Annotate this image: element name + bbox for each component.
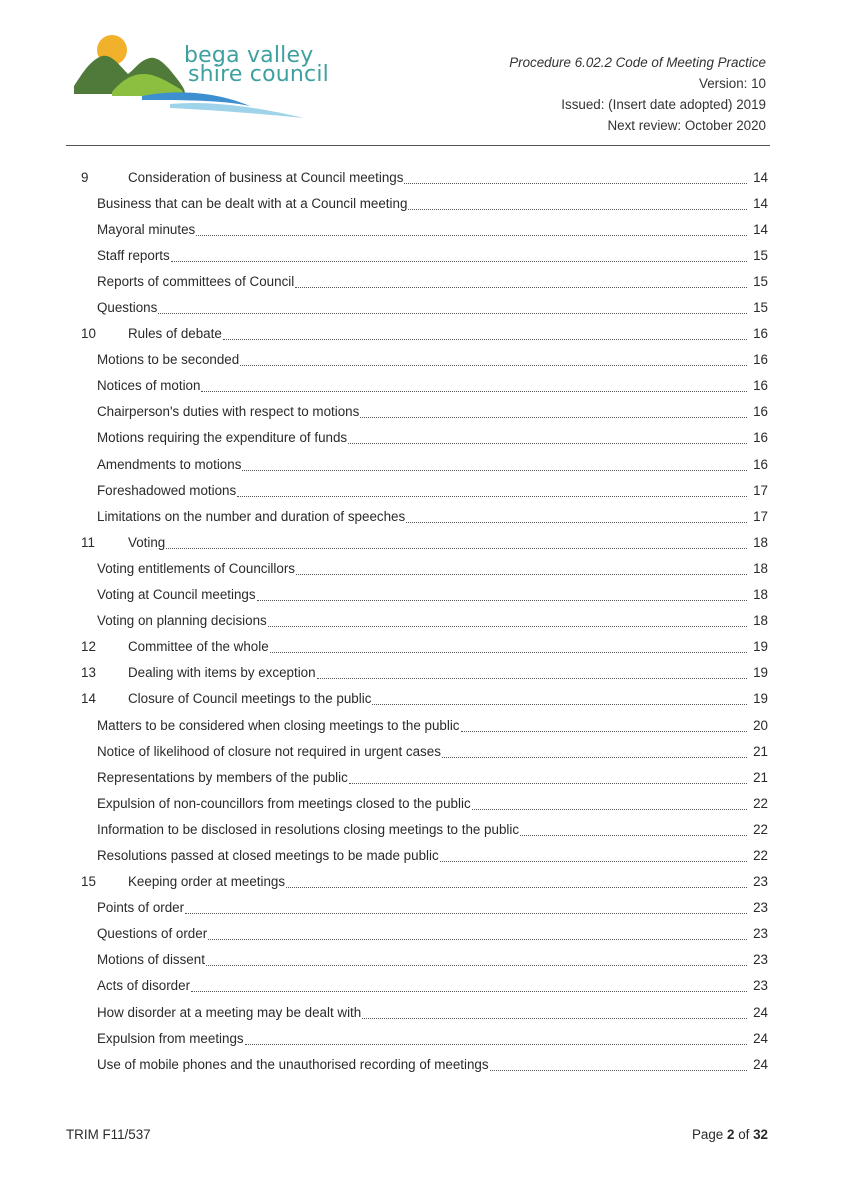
toc-entry-page: 18 [753,534,768,550]
toc-entry-title: Motions to be seconded [97,352,240,368]
toc-subsection-entry [76,503,768,529]
toc-entry-page: 16 [753,326,768,342]
logo-line-2: shire council [188,62,329,87]
toc-subsection-entry [76,555,768,581]
toc-entry-title: Rules of debate [128,326,222,342]
toc-entry-page: 23 [753,900,768,916]
toc-subsection-entry [76,451,768,477]
toc-dot-leader [360,407,747,418]
toc-subsection-entry [76,399,768,425]
toc-subsection-entry [76,842,768,868]
toc-entry-title: How disorder at a meeting may be dealt with [97,1004,362,1020]
toc-dot-leader [472,799,747,810]
toc-dot-leader [257,590,747,601]
toc-subsection-entry [76,895,768,921]
toc-dot-leader [201,381,747,392]
toc-subsection-entry [76,190,768,216]
next-review-text: Next review: October 2020 [607,118,766,133]
toc-entry-title: Motions of dissent [97,952,205,968]
toc-entry-page: 16 [753,378,768,394]
toc-entry-number: 9 [81,169,89,185]
toc-entry-number: 13 [81,665,96,681]
toc-entry-title: Chairperson's duties with respect to motions [97,404,360,420]
toc-entry-title: Voting on planning decisions [97,613,267,629]
toc-subsection-entry [76,294,768,320]
toc-subsection-entry [76,816,768,842]
toc-entry-title: Voting [128,534,166,550]
toc-dot-leader [242,460,747,471]
toc-entry-page: 15 [753,273,768,289]
toc-dot-leader [270,642,747,653]
toc-entry-title: Acts of disorder [97,978,191,994]
toc-subsection-entry [76,947,768,973]
toc-dot-leader [362,1008,747,1019]
toc-entry-title: Reports of committees of Council [97,273,295,289]
toc-entry-number: 11 [81,534,95,550]
toc-entry-page: 19 [753,665,768,681]
toc-entry-title: Committee of the whole [128,639,269,655]
issued-text: Issued: (Insert date adopted) 2019 [561,97,766,112]
toc-entry-title: Closure of Council meetings to the public [128,691,372,707]
toc-entry-title: Consideration of business at Council meetings [128,169,404,185]
toc-entry-page: 24 [753,1030,768,1046]
toc-entry-page: 14 [753,195,768,211]
toc-entry-title: Foreshadowed motions [97,482,237,498]
toc-entry-title: Information to be disclosed in resolutions closing meetings to the public [97,821,520,837]
toc-dot-leader [208,929,747,940]
toc-subsection-entry [76,477,768,503]
toc-dot-leader [196,225,747,236]
toc-entry-title: Voting at Council meetings [97,587,256,603]
toc-dot-leader [317,668,747,679]
toc-section-entry [76,660,768,686]
toc-section-entry [76,869,768,895]
toc-entry-page: 16 [753,352,768,368]
toc-entry-page: 22 [753,847,768,863]
toc-entry-page: 22 [753,821,768,837]
toc-subsection-entry [76,738,768,764]
toc-dot-leader [171,251,747,262]
toc-dot-leader [404,173,747,184]
toc-dot-leader [245,1034,747,1045]
toc-entry-title: Use of mobile phones and the unauthorised recording of meetings [97,1056,489,1072]
toc-entry-page: 23 [753,952,768,968]
toc-entry-page: 24 [753,1056,768,1072]
toc-entry-page: 18 [753,560,768,576]
toc-entry-title: Staff reports [97,247,170,263]
trim-reference: TRIM F11/537 [66,1127,151,1142]
toc-dot-leader [372,694,747,705]
toc-dot-leader [296,564,747,575]
toc-section-entry [76,634,768,660]
toc-dot-leader [406,512,747,523]
header-divider [66,145,770,146]
toc-entry-page: 22 [753,795,768,811]
logo-line-1: bega valley [184,43,314,68]
toc-entry-title: Representations by members of the public [97,769,348,785]
table-of-contents [76,164,768,1077]
toc-subsection-entry [76,347,768,373]
toc-dot-leader [461,721,748,732]
toc-entry-page: 18 [753,613,768,629]
toc-entry-page: 21 [753,743,768,759]
toc-dot-leader [166,538,747,549]
toc-entry-page: 16 [753,456,768,472]
logo-wordmark [184,43,329,87]
page-total: 32 [753,1127,768,1142]
toc-dot-leader [286,877,747,888]
toc-entry-title: Expulsion of non-councillors from meetings closed to the public [97,795,471,811]
page-of: of [738,1127,750,1142]
toc-entry-page: 14 [753,221,768,237]
toc-entry-page: 19 [753,639,768,655]
toc-dot-leader [268,616,747,627]
toc-subsection-entry [76,790,768,816]
toc-entry-title: Questions [97,300,158,316]
toc-entry-page: 16 [753,404,768,420]
toc-entry-page: 24 [753,1004,768,1020]
toc-entry-page: 15 [753,300,768,316]
toc-entry-title: Motions requiring the expenditure of funds [97,430,348,446]
toc-dot-leader [240,355,747,366]
toc-subsection-entry [76,425,768,451]
logo-water-light-icon [170,103,304,118]
page-word: Page [691,1127,724,1142]
toc-entry-number: 12 [81,639,96,655]
toc-subsection-entry [76,764,768,790]
toc-dot-leader [237,486,747,497]
toc-entry-page: 17 [753,508,768,524]
toc-subsection-entry [76,712,768,738]
toc-dot-leader [349,773,747,784]
toc-dot-leader [490,1060,747,1071]
toc-entry-title: Questions of order [97,926,208,942]
toc-entry-page: 19 [753,691,768,707]
toc-subsection-entry [76,921,768,947]
toc-entry-title: Notices of motion [97,378,201,394]
toc-entry-title: Dealing with items by exception [128,665,316,681]
toc-entry-title: Matters to be considered when closing meetings to the public [97,717,460,733]
toc-entry-page: 18 [753,587,768,603]
council-logo [72,30,352,126]
toc-entry-title: Resolutions passed at closed meetings to be made public [97,847,439,863]
toc-dot-leader [348,433,747,444]
toc-entry-number: 14 [81,691,96,707]
document-metadata [426,52,766,136]
toc-dot-leader [295,277,747,288]
toc-dot-leader [158,303,747,314]
toc-entry-page: 20 [753,717,768,733]
toc-dot-leader [206,955,747,966]
toc-dot-leader [223,329,747,340]
toc-subsection-entry [76,973,768,999]
toc-entry-page: 17 [753,482,768,498]
version-text: Version: 10 [699,76,766,91]
page-current: 2 [727,1127,735,1142]
toc-entry-number: 15 [81,874,96,890]
toc-section-entry [76,686,768,712]
toc-subsection-entry [76,268,768,294]
toc-subsection-entry [76,1025,768,1051]
toc-entry-title: Limitations on the number and duration of speeches [97,508,406,524]
toc-section-entry [76,529,768,555]
toc-subsection-entry [76,582,768,608]
toc-dot-leader [408,199,747,210]
toc-entry-page: 15 [753,247,768,263]
toc-dot-leader [440,851,747,862]
toc-section-entry [76,164,768,190]
toc-subsection-entry [76,608,768,634]
toc-entry-page: 14 [753,169,768,185]
toc-dot-leader [520,825,747,836]
toc-entry-title: Keeping order at meetings [128,874,286,890]
toc-entry-title: Points of order [97,900,185,916]
toc-entry-page: 21 [753,769,768,785]
toc-entry-title: Amendments to motions [97,456,242,472]
toc-subsection-entry [76,1051,768,1077]
toc-entry-number: 10 [81,326,96,342]
toc-entry-page: 16 [753,430,768,446]
toc-entry-page: 23 [753,926,768,942]
toc-subsection-entry [76,216,768,242]
toc-dot-leader [191,981,747,992]
toc-entry-page: 23 [753,874,768,890]
toc-entry-title: Business that can be dealt with at a Council meeting [97,195,408,211]
toc-dot-leader [442,747,747,758]
toc-dot-leader [185,903,747,914]
toc-entry-title: Mayoral minutes [97,221,196,237]
toc-subsection-entry [76,373,768,399]
toc-entry-title: Expulsion from meetings [97,1030,244,1046]
page-number [692,1127,768,1142]
toc-subsection-entry [76,242,768,268]
toc-subsection-entry [76,999,768,1025]
toc-entry-page: 23 [753,978,768,994]
procedure-title: Procedure 6.02.2 Code of Meeting Practice [509,55,766,70]
toc-entry-title: Voting entitlements of Councillors [97,560,295,576]
toc-section-entry [76,321,768,347]
toc-entry-title: Notice of likelihood of closure not required in urgent cases [97,743,441,759]
